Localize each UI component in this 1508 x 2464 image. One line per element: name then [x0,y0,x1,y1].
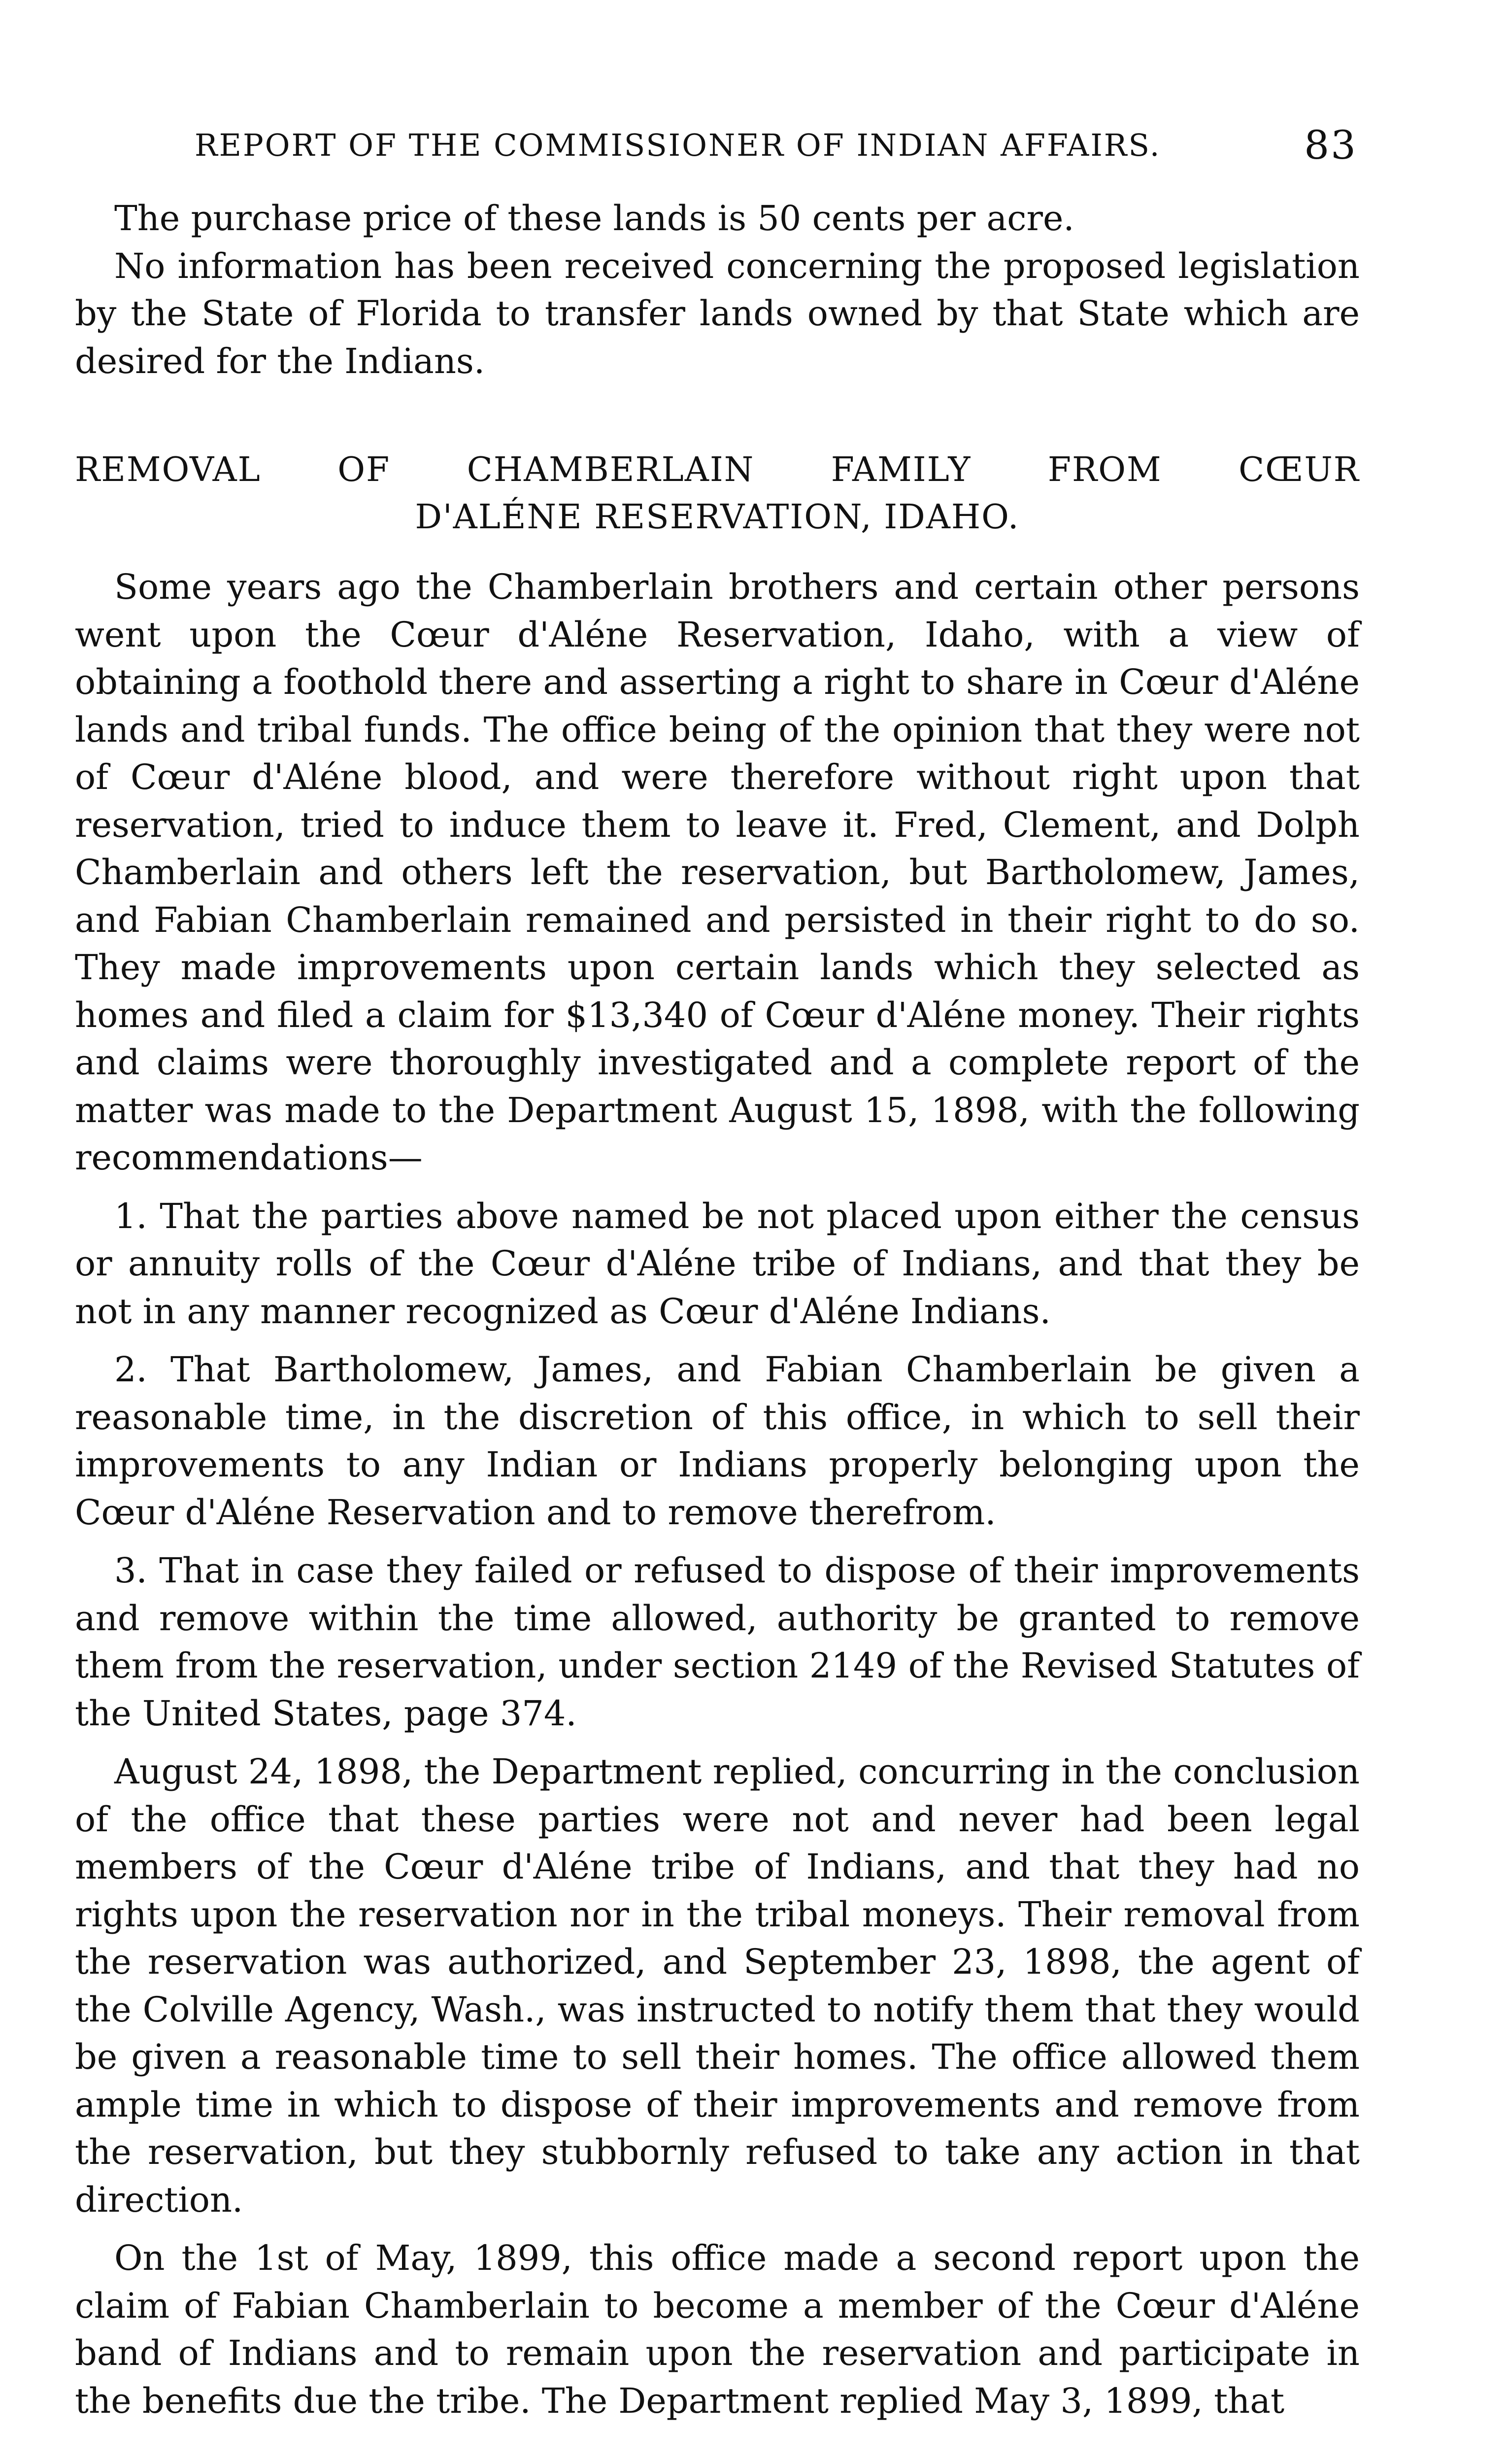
paragraph-chamberlain-background: Some years ago the Chamberlain brothers and certain other persons went upon the Cœur d'Aléne Reservation, Idaho, with a view of obtaining a foothold there and asserting a right to share in Cœur d'Aléne lands and tribal funds. The office being of the opinion that they were not of Cœur d'Aléne blood, and were therefore without right upon that reservation, tried to induce them to leave it. Fred, Clement, and Dolph Chamberlain and others left the reservation, but Bartholomew, James, and Fabian Chamberlain remained and persisted in their right to do so. They made improvements upon certain lands which they selected as homes and filed a claim for $13,340 of Cœur d'Aléne money. Their rights and claims were thoroughly investigated and a complete report of the matter was made to the Department August 15, 1898, with the following recommendations— [75,567,1360,1178]
paragraph-recommendation-1: 1. That the parties above named be not placed upon either the census or annuity rolls of the Cœur d'Aléne tribe of Indians, and that they be not in any manner recognized as Cœur d'Aléne Indians. [75,1196,1360,1332]
section-heading-line-2: D'ALÉNE RESERVATION, IDAHO. [415,498,1020,537]
paragraph-second-report: On the 1st of May, 1899, this office made a second report upon the claim of Fabian Chamberlain to become a member of the Cœur d'Aléne band of Indians and to remain upon the reservation and participate in the benefits due the tribe. The Department replied May 3, 1899, that [75,2238,1360,2421]
body-text [75,195,1360,2425]
paragraph-purchase-price: The purchase price of these lands is 50 cents per acre. [114,198,1074,239]
section-heading-line-1: REMOVAL OF CHAMBERLAIN FAMILY FROM CŒUR [75,450,1360,489]
running-head-title: REPORT OF THE COMMISSIONER OF INDIAN AFFAIRS. [195,127,1161,163]
page-number: 83 [1304,122,1357,168]
paragraph-department-reply: August 24, 1898, the Department replied, concurring in the conclusion of the office that these parties were not and never had been legal members of the Cœur d'Aléne tribe of Indians, and that they had no rights upon the reservation nor in the tribal moneys. Their removal from the reservation was authorized, and September 23, 1898, the agent of the Colville Agency, Wash., was instructed to notify them that they would be given a reasonable time to sell their homes. The office allowed them ample time in which to dispose of their improvements and remove from the reservation, but they stubbornly refused to take any action in that direction. [75,1751,1360,2220]
paragraph-florida-legislation: No information has been received concerning the proposed legislation by the State of Florida to transfer lands owned by that State which are desired for the Indians. [75,245,1360,381]
paragraph-recommendation-2: 2. That Bartholomew, James, and Fabian Chamberlain be given a reasonable time, in the discretion of this office, in which to sell their improvements to any Indian or Indians properly belonging upon the Cœur d'Aléne Reservation and to remove therefrom. [75,1349,1360,1533]
paragraph-recommendation-3: 3. That in case they failed or refused to dispose of their improvements and remove within the time allowed, authority be granted to remove them from the reservation, under section 2149 of the Revised Statutes of the United States, page 374. [75,1550,1360,1734]
section-heading [75,446,1360,541]
running-head [195,123,1357,168]
